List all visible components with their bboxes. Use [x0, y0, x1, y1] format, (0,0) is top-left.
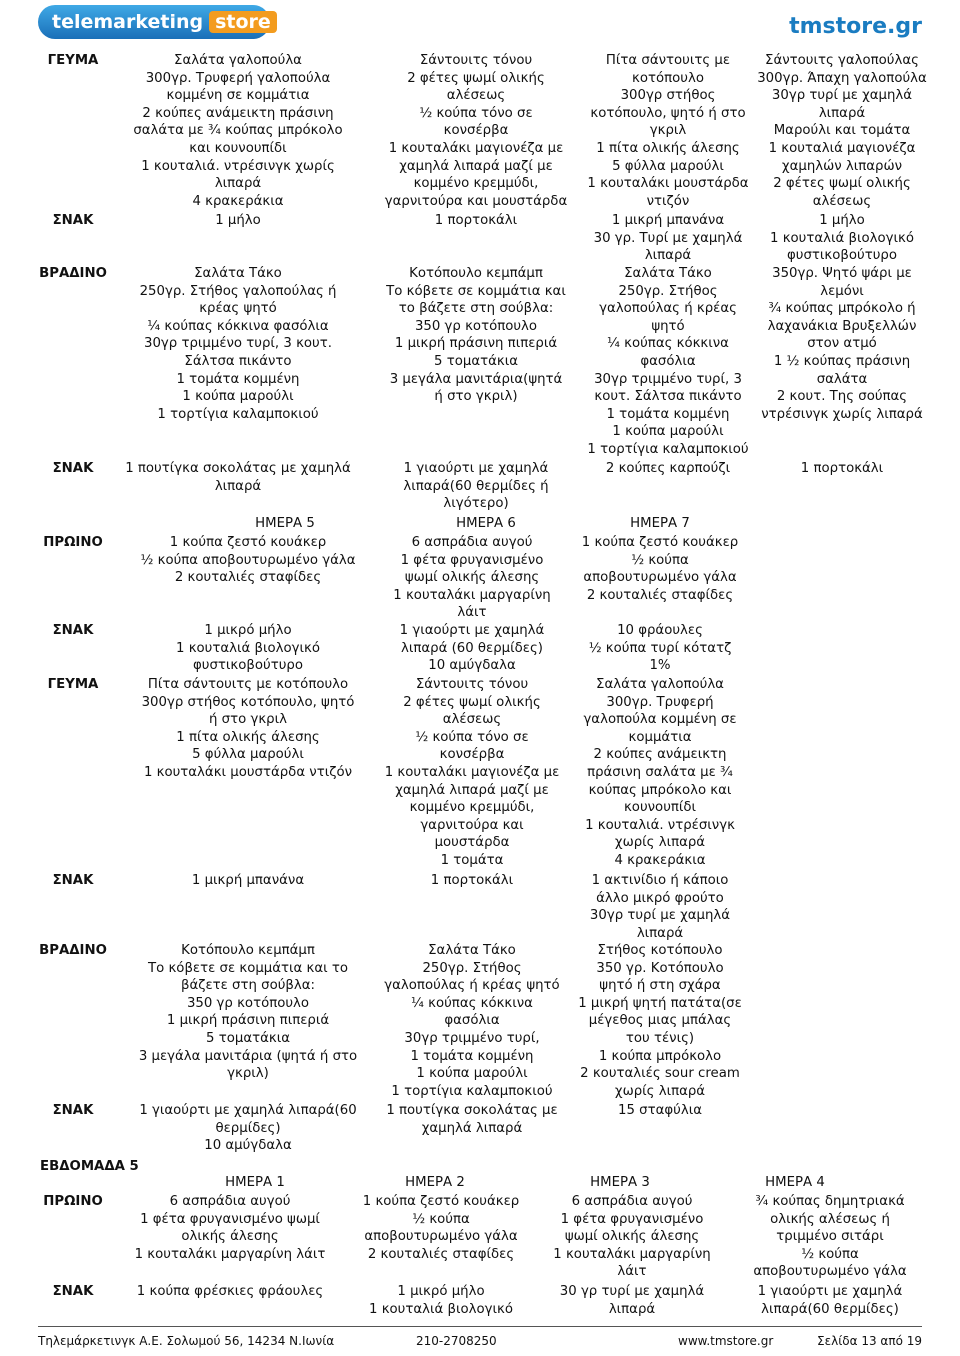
meal-cell: 1 πορτοκάλι [430, 873, 514, 888]
day-header: ΗΜΕΡΑ 6 [456, 516, 516, 531]
footer-divider [38, 1326, 922, 1327]
meal-cell: 1 μικρή μπανάνα 30 γρ. Τυρί με χαμηλά λιπαρά [593, 213, 743, 264]
footer-company: Τηλεμάρκετινγκ Α.Ε. Σολωμού 56, 14234 Ν.Ιωνία [38, 1334, 335, 1348]
meal-cell: 10 φράουλες ½ κούπα τυρί κότατζ 1% [588, 623, 732, 674]
meal-cell: 1 κούπα ζεστό κουάκερ ½ κούπα αποβουτυρωμένο γάλα 2 κουταλιές σταφίδες [362, 1194, 520, 1262]
day-header: ΗΜΕΡΑ 1 [225, 1175, 285, 1190]
day-header: ΗΜΕΡΑ 5 [255, 516, 315, 531]
meal-label: ΓΕΥΜΑ [47, 53, 99, 68]
day-header: ΗΜΕΡΑ 2 [405, 1175, 465, 1190]
meal-cell: 1 γιαούρτι με χαμηλά λιπαρά (60 θερμίδες) 10 αμύγδαλα [399, 623, 545, 674]
meal-cell: Στήθος κοτόπουλο 350 γρ. Κοτόπουλο ψητό ή στη σχάρα 1 μικρή ψητή πατάτα(σε μέγεθος μιας μπάλας του τένις) 1 κούπα μπρόκολο 2 κουταλιές sour cream χωρίς λιπαρά [578, 943, 742, 1099]
meal-cell: Σαλάτα Τάκο 250γρ. Στήθος γαλοπούλας ή κρέας ψητό ¼ κούπας κόκκινα φασόλια 30γρ τριμμένο τυρί, 3 κουτ. Σάλτσα πικάντο 1 τομάτα κομμένη 1 κούπα μαρούλι 1 τορτίγια καλαμποκιού [139, 266, 337, 422]
meal-cell: 1 κούπα ζεστό κουάκερ ½ κούπα αποβουτυρωμένο γάλα 2 κουταλιές σταφίδες [581, 535, 739, 603]
meal-label: ΣΝΑΚ [52, 623, 94, 638]
meal-cell: 1 μικρή μπανάνα [191, 873, 305, 888]
meal-cell: 350γρ. Ψητό ψάρι με λεμόνι ¾ κούπας μπρόκολο ή λαχανάκια Βρυξελλών στον ατμό 1 ½ κούπας πράσινη σαλάτα 2 κουτ. Της σούπας ντρέσινγκ χωρίς λιπαρά [761, 266, 923, 422]
meal-cell: 1 πορτοκάλι [434, 213, 518, 228]
meal-cell: 1 γιαούρτι με χαμηλά λιπαρά(60 θερμίδες ή λιγότερο) [403, 461, 549, 512]
meal-cell: Σαλάτα γαλοπούλα 300γρ. Τρυφερή γαλοπούλα κομμένη σε κομμάτια 2 κούπες ανάμεικτη πράσινη σαλάτα με ¾ κούπας μπρόκολο και κουνουπίδι 1 κουταλιά. ντρέσινγκ χωρίς λιπαρά 4 κρακεράκια [133, 53, 343, 209]
meal-cell: 1 πουτίγκα σοκολάτας με χαμηλά λιπαρά [386, 1103, 558, 1136]
meal-cell: 6 ασπράδια αυγού 1 φέτα φρυγανισμένο ψωμί ολικής άλεσης 1 κουταλάκι μαργαρίνη λάιτ [134, 1194, 326, 1262]
meal-cell: 2 κούπες καρπούζι [605, 461, 731, 476]
meal-cell: 1 κούπα ζεστό κουάκερ ½ κούπα αποβουτυρωμένο γάλα 2 κουταλιές σταφίδες [140, 535, 356, 586]
meal-cell: 1 πορτοκάλι [800, 461, 884, 476]
logo-text: telemarketing [52, 11, 204, 33]
meal-label: ΒΡΑΔΙΝΟ [39, 943, 107, 958]
meal-cell: 6 ασπράδια αυγού 1 φέτα φρυγανισμένο ψωμί ολικής άλεσης 1 κουταλάκι μαργαρίνη λάιτ [553, 1194, 711, 1280]
day-header: ΗΜΕΡΑ 3 [590, 1175, 650, 1190]
meal-label: ΣΝΑΚ [52, 1103, 94, 1118]
footer-page-number: Σελίδα 13 από 19 [817, 1334, 922, 1348]
meal-cell: Σαλάτα γαλοπούλα 300γρ. Τρυφερή γαλοπούλα κομμένη σε κομμάτια 2 κούπες ανάμεικτη πράσινη σαλάτα με ¾ κούπας μπρόκολο και κουνουπίδι 1 κουταλιά. ντρέσινγκ χωρίς λιπαρά 4 κρακεράκια [583, 677, 737, 868]
meal-cell: Κοτόπουλο κεμπάμπ Το κόβετε σε κομμάτια και το βάζετε στη σούβλα: 350 γρ κοτόπουλο 1 μικρή πράσινη πιπεριά 5 τοματάκια 3 μεγάλα μανιτάρια(ψητά ή στο γκριλ) [386, 266, 566, 405]
meal-cell: Πίτα σάντουιτς με κοτόπουλο 300γρ στήθος κοτόπουλο, ψητό ή στο γκριλ 1 πίτα ολικής άλεσης 5 φύλλα μαρούλι 1 κουταλάκι μουστάρδα ντιζόν [141, 677, 355, 780]
meal-label: ΣΝΑΚ [52, 461, 94, 476]
meal-cell: 1 μήλο 1 κουταλιά βιολογικό φυστικοβούτυρο [770, 213, 914, 264]
meal-cell: 1 ακτινίδιο ή κάποιο άλλο μικρό φρούτο 30γρ τυρί με χαμηλά λιπαρά [589, 873, 731, 941]
meal-label: ΓΕΥΜΑ [47, 677, 99, 692]
meal-cell: 1 μήλο [215, 213, 261, 228]
meal-cell: Σαλάτα Τάκο 250γρ. Στήθος γαλοπούλας ή κρέας ψητό ¼ κούπας κόκκινα φασόλια 30γρ τριμμένο τυρί, 3 κουτ. Σάλτσα πικάντο 1 τομάτα κομμένη 1 κούπα μαρούλι 1 τορτίγια καλαμποκιού [587, 266, 749, 457]
meal-label: ΠΡΩΙΝΟ [43, 535, 103, 550]
brand-name[interactable]: tmstore.gr [789, 14, 922, 39]
day-header: ΗΜΕΡΑ 7 [630, 516, 690, 531]
meal-label: ΣΝΑΚ [52, 1284, 94, 1299]
meal-cell: Σάντουιτς τόνου 2 φέτες ψωμί ολικής αλέσεως ½ κούπα τόνο σε κονσέρβα 1 κουταλάκι μαγιονέζα με χαμηλά λιπαρά μαζί με κομμένο κρεμμύδι, γαρνιτούρα και μουστάρδα [384, 53, 568, 209]
logo [38, 5, 270, 39]
meal-cell: 1 κούπα φρέσκιες φράουλες [136, 1284, 324, 1299]
day-header: ΗΜΕΡΑ 4 [765, 1175, 825, 1190]
meal-cell: Σαλάτα Τάκο 250γρ. Στήθος γαλοπούλας ή κρέας ψητό ¼ κούπας κόκκινα φασόλια 30γρ τριμμένο τυρί, 1 τομάτα κομμένη 1 κούπα μαρούλι 1 τορτίγια καλαμποκιού [384, 943, 560, 1099]
meal-cell: 15 σταφύλια [618, 1103, 702, 1118]
meal-cell: 1 πουτίγκα σοκολάτας με χαμηλά λιπαρά [125, 461, 351, 494]
meal-cell: 1 μικρό μήλο 1 κουταλιά βιολογικό φυστικοβούτυρο [176, 623, 320, 674]
meal-cell: 1 γιαούρτι με χαμηλά λιπαρά(60 θερμίδες) [757, 1284, 903, 1317]
meal-cell: 30 γρ τυρί με χαμηλά λιπαρά [559, 1284, 705, 1317]
meal-cell: 6 ασπράδια αυγού 1 φέτα φρυγανισμένο ψωμί ολικής άλεσης 1 κουταλάκι μαργαρίνη λάιτ [393, 535, 551, 621]
meal-cell: Πίτα σάντουιτς με κοτόπουλο 300γρ στήθος κοτόπουλο, ψητό ή στο γκριλ 1 πίτα ολικής άλεσης 5 φύλλα μαρούλι 1 κουταλάκι μουστάρδα ντιζόν [587, 53, 749, 209]
week-title: ΕΒΔΟΜΑΔΑ 5 [40, 1159, 139, 1174]
meal-cell: 1 γιαούρτι με χαμηλά λιπαρά(60 θερμίδες) 10 αμύγδαλα [139, 1103, 357, 1154]
meal-label: ΣΝΑΚ [52, 213, 94, 228]
meal-cell: ¾ κούπας δημητριακά ολικής αλέσεως ή τριμμένο σιτάρι ½ κούπα αποβουτυρωμένο γάλα [753, 1194, 907, 1280]
footer-phone: 210-2708250 [416, 1334, 497, 1348]
meal-cell: Σάντουιτς γαλοπούλας 300γρ. Άπαχη γαλοπούλα 30γρ τυρί με χαμηλά λιπαρά Μαρούλι και τομάτα 1 κουταλιά μαγιονέζα χαμηλών λιπαρών 2 φέτες ψωμί ολικής αλέσεως [757, 53, 927, 209]
meal-label: ΣΝΑΚ [52, 873, 94, 888]
footer-site[interactable]: www.tmstore.gr [678, 1334, 774, 1348]
logo-store-badge: store [209, 11, 277, 33]
meal-label: ΒΡΑΔΙΝΟ [39, 266, 107, 281]
meal-cell: Κοτόπουλο κεμπάμπ Το κόβετε σε κομμάτια και το βάζετε στη σούβλα: 350 γρ κοτόπουλο 1 μικρή πράσινη πιπεριά 5 τοματάκια 3 μεγάλα μανιτάρια (ψητά ή στο γκριλ) [138, 943, 358, 1082]
meal-cell: 1 μικρό μήλο 1 κουταλιά βιολογικό [369, 1284, 513, 1317]
meal-label: ΠΡΩΙΝΟ [43, 1194, 103, 1209]
meal-cell: Σάντουιτς τόνου 2 φέτες ψωμί ολικής αλέσεως ½ κούπα τόνο σε κονσέρβα 1 κουταλάκι μαγιονέζα με χαμηλά λιπαρά μαζί με κομμένο κρεμμύδι, γαρνιτούρα και μουστάρδα 1 τομάτα [384, 677, 560, 868]
